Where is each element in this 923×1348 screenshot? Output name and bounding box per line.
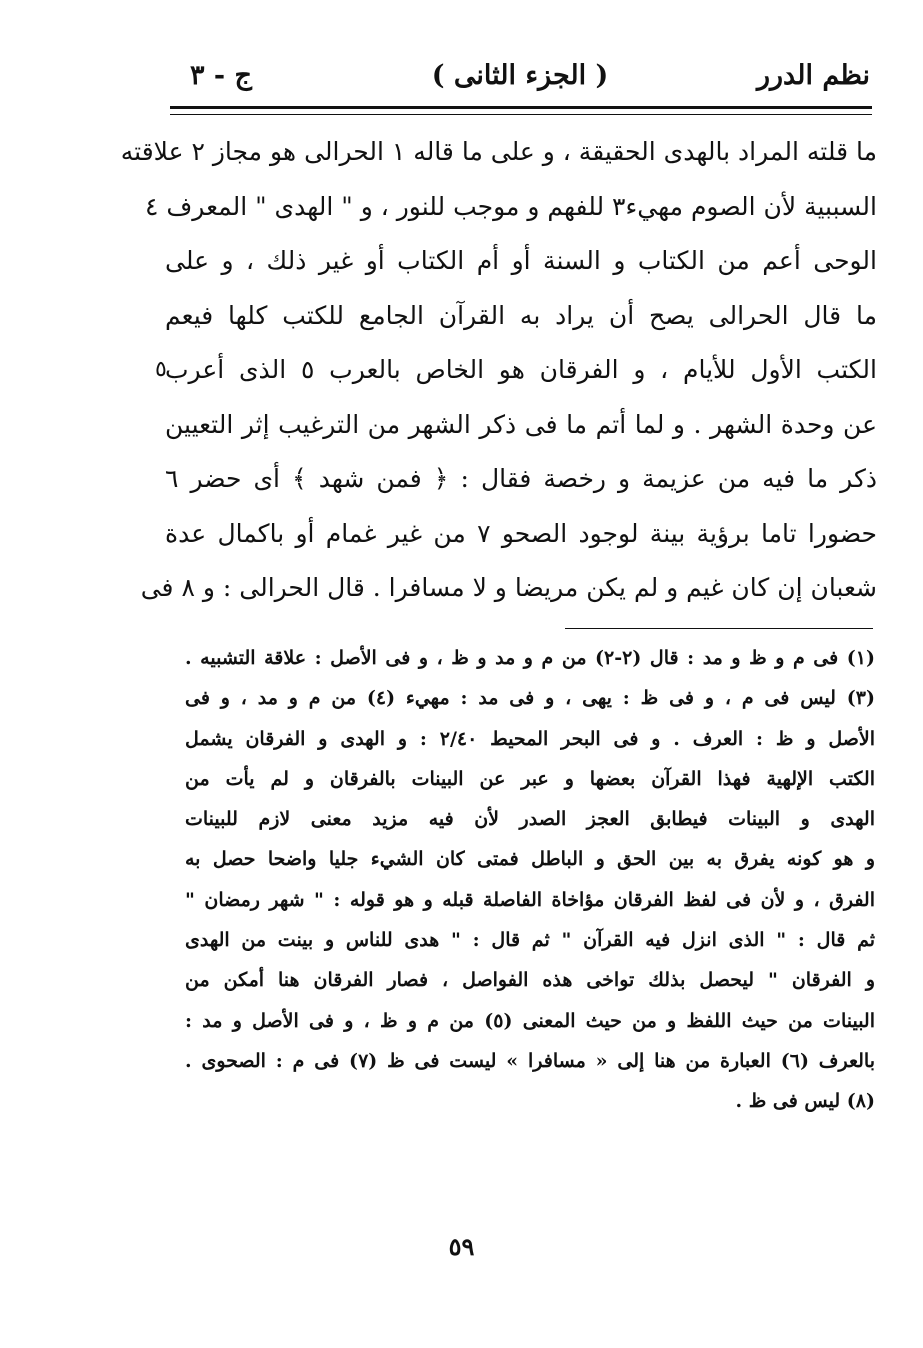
footnote-line: (٨) ليس فى ظ . — [735, 1090, 875, 1113]
footnote-line: و هو كونه يفرق به بين الحق و الباطل فمتى كان الشيء جليا واضحا حصل به — [185, 848, 875, 871]
page-header — [170, 52, 870, 98]
text-line: شعبان إن كان غيم و لم يكن مريضا و لا مسافرا . قال الحرالى : و ٨ فى — [140, 573, 877, 602]
footnote-separator — [565, 628, 873, 629]
text-line: حضورا تاما برؤية بينة لوجود الصحو ٧ من غير غمام أو باكمال عدة — [165, 518, 877, 548]
main-text — [120, 125, 877, 616]
header-rule-thin — [170, 114, 872, 115]
footnote-line: ثم قال : " الذى انزل فيه القرآن " ثم قال : " هدى للناس و بينت من الهدى — [185, 929, 875, 952]
footnote-line: الهدى و البينات فيطابق العجز الصدر لأن فيه مزيد معنى لازم للبينات — [185, 808, 875, 831]
line-number: ٥ — [155, 357, 167, 382]
text-line-5 — [155, 343, 877, 398]
footnote-line: و الفرقان " ليحصل بذلك تواخى هذه الفواصل ، فصار الفرقان هنا أمكن من — [185, 969, 875, 992]
header-rule-thick — [170, 106, 872, 109]
footnote-line: الفرق ، و لأن فى لفظ الفرقان مؤاخاة الفاصلة قبله و هو قوله : " شهر رمضان " — [185, 888, 875, 911]
page-number: ٥٩ — [448, 1232, 475, 1261]
text-line: ما قلته المراد بالهدى الحقيقة ، و على ما قاله ١ الحرالى هو مجاز ٢ علاقته — [120, 137, 877, 166]
book-title: نظم الدرر — [756, 60, 870, 91]
footnote-line: بالعرف (٦) العبارة من هنا إلى « مسافرا » ليست فى ظ (٧) فى م : الصحوى . — [185, 1049, 875, 1072]
volume-label: ج - ٣ — [190, 60, 252, 91]
text-line: السببية لأن الصوم مهيء٣ للفهم و موجب للنور ، و " الهدى " المعرف ٤ — [144, 191, 877, 221]
text-line: الوحى أعم من الكتاب و السنة أو أم الكتاب أو غير ذلك ، و على — [165, 246, 877, 275]
part-label: ( الجزء الثانى ) — [431, 60, 609, 91]
footnote-line: الكتب الإلهية فهذا القرآن بعضها و عبر عن البينات بالفرقان و لم يأت من — [185, 767, 875, 790]
footnote-line: البينات من حيث اللفظ و من حيث المعنى (٥) من م و ظ ، و فى الأصل و مد : — [185, 1009, 876, 1032]
footnotes — [185, 638, 875, 1122]
footnote-line: (١) فى م و ظ و مد : قال (٢-٢) من م و مد و ظ ، و فى الأصل : علاقة التشبيه . — [185, 647, 875, 669]
text-line: ذكر ما فيه من عزيمة و رخصة فقال : ﴿ فمن شهد ﴾ أى حضر ٦ — [165, 464, 877, 493]
footnote-line: الأصل و ظ : العرف . و فى البحر المحيط ٢/٤٠ : و الهدى و الفرقان يشمل — [185, 727, 875, 750]
text-line: ما قال الحرالى يصح أن يراد به القرآن الجامع للكتب كلها فيعم — [165, 300, 877, 330]
text-line: عن وحدة الشهر . و لما أتم ما فى ذكر الشهر من الترغيب إثر التعيين — [165, 409, 877, 439]
footnote-line: (٣) ليس فى م ، و فى ظ : يهى ، و فى مد : مهيء (٤) من م و مد ، و فى — [185, 687, 875, 710]
text-line-content: الكتب الأول للأيام ، و الفرقان هو الخاص بالعرب ٥ الذى أعرب — [165, 355, 877, 384]
